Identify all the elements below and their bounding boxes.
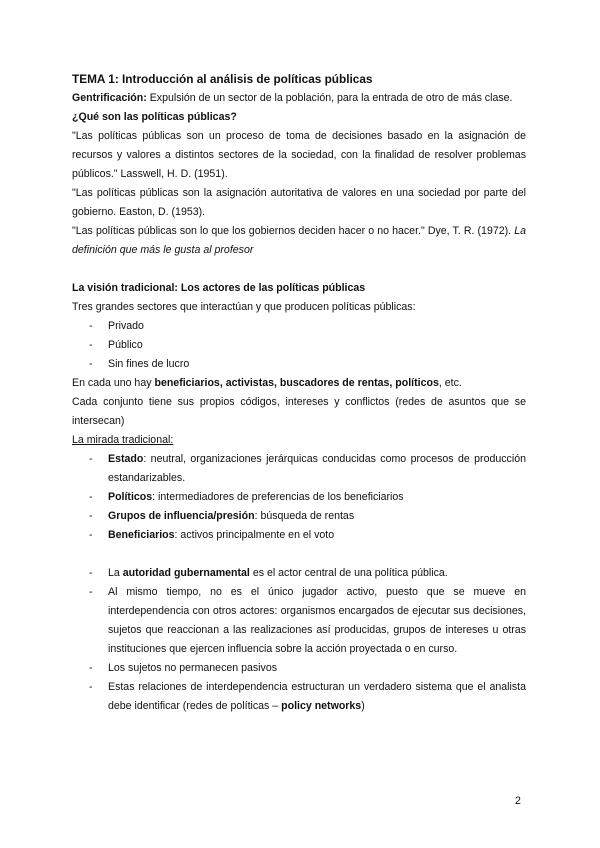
list-item: - Al mismo tiempo, no es el único jugador activo, puesto que se mueve en interdependencia con otros actores: organismos encargados de ejecutar sus decisiones, sujetos que reaccionan a las realizaciones así producidas, grupos de intereses u otras instituciones que ejercen influencia sobre la acción proyectada o en curso. (72, 583, 526, 659)
list-item (72, 450, 526, 488)
item-text: : neutral, organizaciones jerárquicas conducidas como procesos de producción estandarizables. (108, 453, 526, 484)
quote-note: La definición que más le gusta al profesor (72, 225, 526, 256)
traditional-list (72, 450, 526, 545)
list-item (72, 564, 526, 583)
authority-bold: autoridad gubernamental (122, 567, 250, 579)
authority-list (72, 564, 526, 716)
item-text: : activos principalmente en el voto (174, 529, 335, 541)
page-number: 2 (515, 795, 521, 807)
quote-dye (72, 222, 526, 260)
item-term: Grupos de influencia/presión (108, 510, 255, 522)
networks-bold: policy networks (281, 700, 362, 712)
quote-easton: "Las políticas públicas son la asignación autoritativa de valores en una sociedad por parte del gobierno. Easton, D. (1953). (72, 187, 526, 218)
section-title: La visión tradicional: Los actores de las políticas públicas (72, 282, 366, 294)
item-term: Beneficiarios (108, 529, 175, 541)
actors-before: En cada uno hay (72, 377, 155, 389)
authority-before: La (108, 567, 123, 579)
networks-after: ) (361, 700, 365, 712)
list-item (72, 678, 526, 716)
gentrification-text: Expulsión de un sector de la población, para la entrada de otro de más clase. (146, 92, 513, 104)
item-text: : intermediadores de preferencias de los beneficiarios (152, 491, 404, 503)
document-page (72, 70, 526, 716)
gentrification-definition (72, 89, 526, 108)
list-item: - Los sujetos no permanecen pasivos (72, 659, 526, 678)
list-item (72, 526, 526, 545)
page-title: TEMA 1: Introducción al análisis de políticas públicas (72, 72, 373, 86)
sectors-list (72, 317, 526, 374)
actors-bold: beneficiarios, activistas, buscadores de rentas, políticos (154, 377, 439, 389)
quote-lasswell: "Las políticas públicas son un proceso de toma de decisiones basado en la asignación de recursos y valores a distintos sectores de la sociedad, con la finalidad de resolver problemas públicos." Lasswell, H. D. (1951). (72, 130, 526, 180)
list-item: - Sin fines de lucro (72, 355, 526, 374)
actors-sentence (72, 374, 526, 393)
gentrification-term: Gentrificación: (72, 92, 147, 104)
codes-sentence: Cada conjunto tiene sus propios códigos, intereses y conflictos (redes de asuntos que se intersecan) (72, 396, 526, 427)
actors-after: , etc. (438, 377, 462, 389)
list-item (72, 488, 526, 507)
list-item: - Público (72, 336, 526, 355)
item-term: Estado (108, 453, 144, 465)
quote-dye-text: "Las políticas públicas son lo que los gobiernos deciden hacer o no hacer." Dye, T. R. (1972). (72, 225, 515, 237)
list-item (72, 507, 526, 526)
networks-before: Estas relaciones de interdependencia estructuran un verdadero sistema que el analista debe identificar (redes de políticas – (108, 681, 526, 712)
item-term: Políticos (108, 491, 153, 503)
authority-after: es el actor central de una política pública. (249, 567, 448, 579)
sectors-intro: Tres grandes sectores que interactúan y que producen políticas públicas: (72, 301, 416, 313)
question-heading: ¿Qué son las políticas públicas? (72, 111, 237, 123)
traditional-heading: La mirada tradicional: (72, 434, 174, 446)
item-text: : búsqueda de rentas (254, 510, 355, 522)
list-item: - Privado (72, 317, 526, 336)
